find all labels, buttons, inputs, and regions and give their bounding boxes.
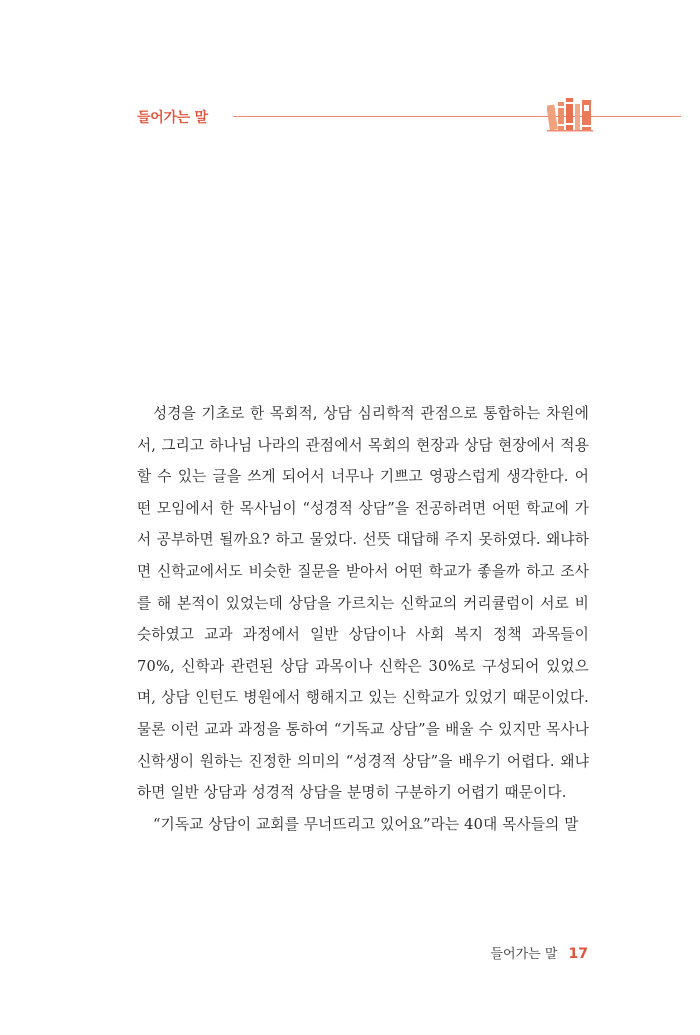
running-title: 들어가는 말 xyxy=(490,947,558,962)
page-footer xyxy=(490,943,588,962)
body-text xyxy=(137,398,589,840)
chapter-title: 들어가는 말 xyxy=(137,110,208,126)
chapter-header xyxy=(137,96,597,136)
paragraph: “기독교 상담이 교회를 무너뜨리고 있어요”라는 40대 목사들의 말 xyxy=(153,815,579,833)
page-number: 17 xyxy=(568,946,588,962)
header-rule xyxy=(233,116,681,117)
books-icon xyxy=(547,96,595,132)
paragraph: 성경을 기초로 한 목회적, 상담 심리학적 관점으로 통합하는 차원에서, 그리고 하나님 나라의 관점에서 목회의 현장과 상담 현장에서 적용할 수 있는 글을 쓰게 되어서 너무나 기쁘고 영광스럽게 생각한다. 어떤 모임에서 한 목사님이 “성경적 상담”을 전공하려면 어떤 학교에 가서 공부하면 될까요? 하고 물었다. 선뜻 대답해 주지 못하였다. 왜냐하면 신학교에서도 비슷한 질문을 받아서 어떤 학교가 좋을까 하고 조사를 해 본적이 있었는데 상담을 가르치는 신학교의 커리큘럼이 서로 비슷하였고 교과 과정에서 일반 상담이나 사회 복지 정책 과목들이 70%, 신학과 관련된 상담 과목이나 신학은 30%로 구성되어 있었으며, 상담 인턴도 병원에서 행해지고 있는 신학교가 있었기 때문이었다. 물론 이런 교과 과정을 통하여 “기독교 상담”을 배울 수 있지만 목사나 신학생이 원하는 진정한 의미의 “성경적 상담”을 배우기 어렵다. 왜냐하면 일반 상담과 성경적 상담을 분명히 구분하기 어렵기 때문이다. xyxy=(137,405,589,802)
